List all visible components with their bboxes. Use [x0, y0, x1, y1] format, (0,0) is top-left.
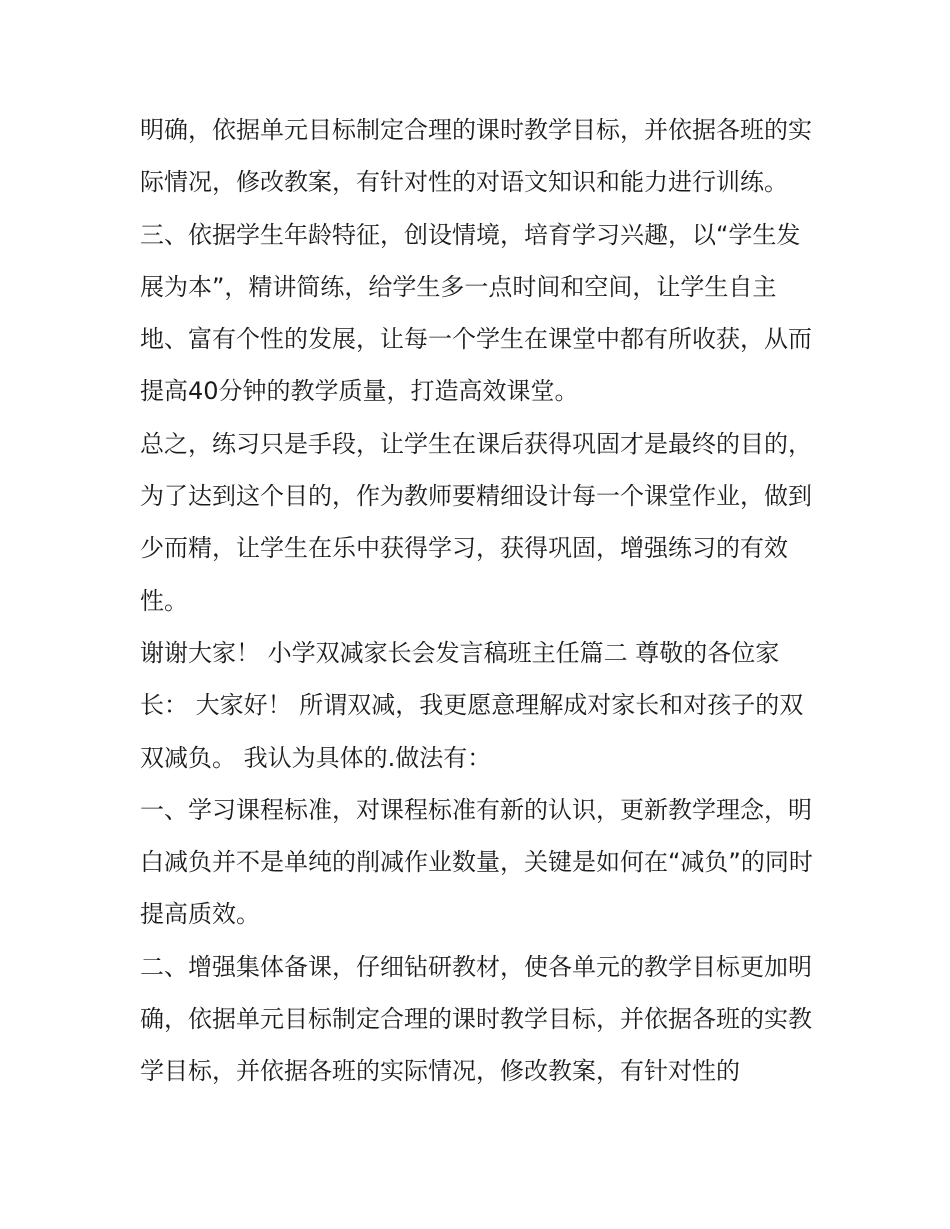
- paragraph-3: 总之，练习只是手段，让学生在课后获得巩固才是最终的目的，为了达到这个目的，作为教师要精细设计每一个课堂作业，做到少而精，让学生在乐中获得学习，获得巩固，增强练习的有效性。: [140, 429, 812, 615]
- paragraph-4: 谢谢大家！ 小学双减家长会发言稿班主任篇二 尊敬的各位家长： 大家好！ 所谓双减，我更愿意理解成对家长和对孩子的双双减负。 我认为具体的.做法有：: [140, 638, 804, 772]
- paragraph-2: 三、依据学生年龄特征，创设情境，培育学习兴趣，以“学生发展为本”，精讲简练，给学生多一点时间和空间，让学生自主地、富有个性的发展，让每一个学生在课堂中都有所收获，从而提高40分钟的教学质量，打造高效课堂。: [140, 220, 812, 406]
- document-body: [140, 104, 820, 1098]
- paragraph-6: 二、增强集体备课，仔细钻研教材，使各单元的教学目标更加明确，依据单元目标制定合理的课时教学目标，并依据各班的实教学目标，并依据各班的实际情况，修改教案，有针对性的: [140, 952, 812, 1086]
- paragraph-1: 明确，依据单元目标制定合理的课时教学目标，并依据各班的实际情况，修改教案，有针对性的对语文知识和能力进行训练。: [140, 116, 812, 197]
- paragraph-5: 一、学习课程标准，对课程标准有新的认识，更新教学理念，明白减负并不是单纯的削减作业数量，关键是如何在“减负”的同时提高质效。: [140, 795, 813, 929]
